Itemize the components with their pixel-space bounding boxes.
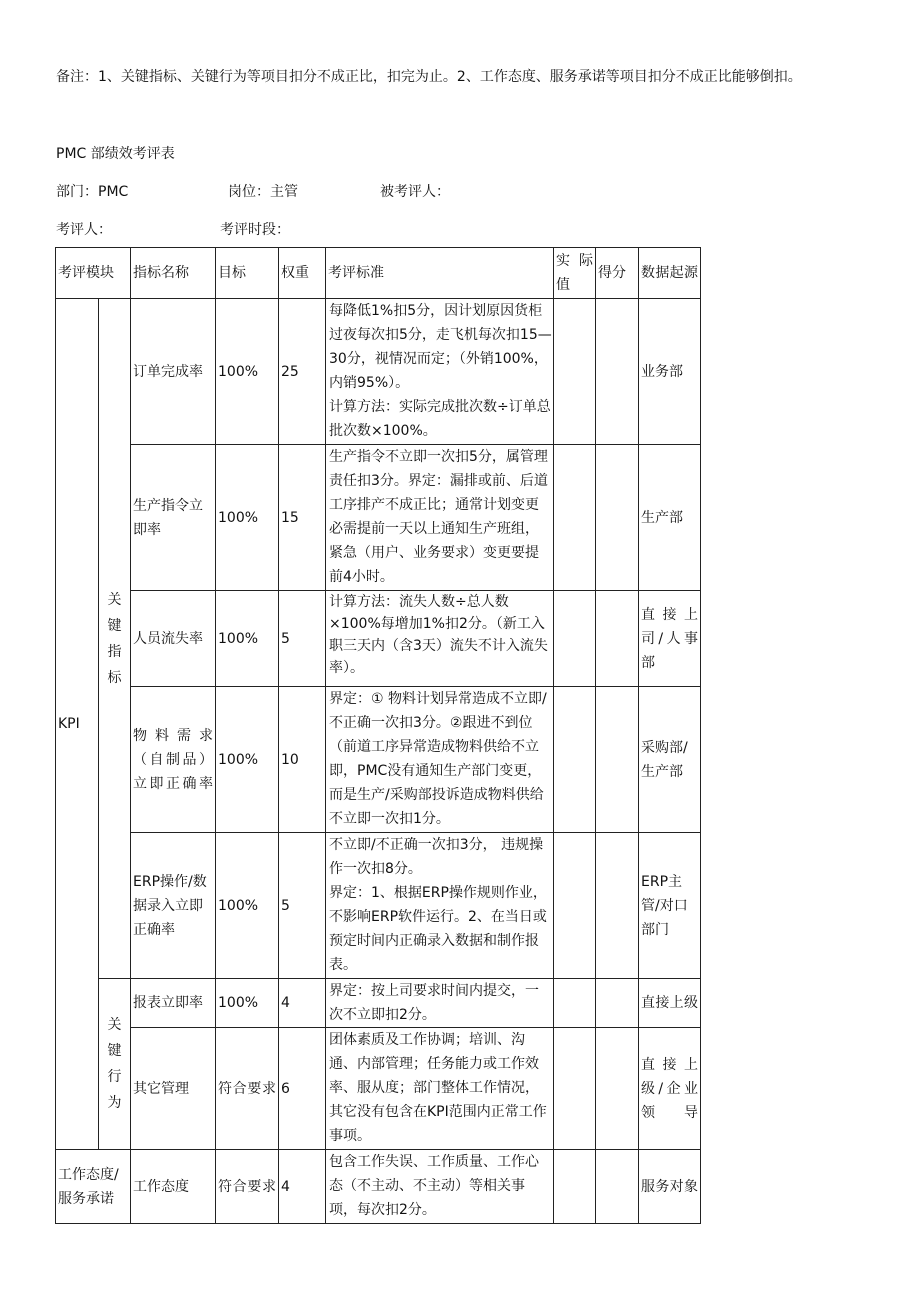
- row-standard: 界定：按上司要求时间内提交，一次不立即扣2分。: [326, 979, 554, 1028]
- row-target: 100%: [216, 591, 279, 687]
- row-weight: 15: [279, 445, 326, 591]
- row-module: 工作态度/服务承诺: [56, 1150, 131, 1224]
- dept-label: 部门：PMC: [56, 184, 129, 200]
- row-name: 生产指令立即率: [131, 445, 216, 591]
- row-name: 订单完成率: [131, 299, 216, 445]
- row-weight: 5: [279, 591, 326, 687]
- page-title: PMC 部绩效考评表: [56, 146, 175, 162]
- note-text: 备注：1、关键指标、关键行为等项目扣分不成正比，扣完为止。2、工作态度、服务承诺等项目扣分不成正比能够倒扣。: [56, 69, 802, 85]
- row-target: 符合要求: [216, 1028, 279, 1150]
- row-score: [596, 299, 639, 445]
- table-row: [56, 1028, 701, 1150]
- row-target: 符合要求: [216, 1150, 279, 1224]
- row-score: [596, 833, 639, 979]
- row-source: 服务对象: [639, 1150, 701, 1224]
- row-source: 业务部: [639, 299, 701, 445]
- assessor-label: 考评人：: [56, 222, 112, 238]
- row-name: 报表立即率: [131, 979, 216, 1028]
- row-name: ERP操作/数据录入立即正确率: [131, 833, 216, 979]
- row-target: 100%: [216, 445, 279, 591]
- table-row: [56, 445, 701, 591]
- row-weight: 6: [279, 1028, 326, 1150]
- row-actual: [554, 979, 596, 1028]
- row-score: [596, 591, 639, 687]
- row-score: [596, 687, 639, 833]
- header-standard: 考评标准: [326, 248, 554, 299]
- key-behavior-label: 关键行为: [107, 1017, 122, 1111]
- row-standard: 团体素质及工作协调；培训、沟通、内部管理；任务能力或工作效率、服从度；部门整体工作情况，其它没有包含在KPI范围内正常工作事项。: [326, 1028, 554, 1150]
- header-source: 数据起源: [639, 248, 701, 299]
- row-name: 工作态度: [131, 1150, 216, 1224]
- post-label: 岗位：主管: [228, 184, 298, 200]
- key-behavior-cell: [99, 979, 131, 1150]
- row-standard: 不立即/不正确一次扣3分， 违规操作一次扣8分。 界定：1、根据ERP操作规则作业，不影响ERP软件运行。2、在当日或预定时间内正确录入数据和制作报表。: [326, 833, 554, 979]
- row-actual: [554, 445, 596, 591]
- kpi-module-cell: KPI: [56, 299, 99, 1150]
- row-actual: [554, 591, 596, 687]
- row-target: 100%: [216, 687, 279, 833]
- header-row: [56, 248, 701, 299]
- row-actual: [554, 299, 596, 445]
- row-source: 直接上级: [639, 979, 701, 1028]
- row-weight: 4: [279, 1150, 326, 1224]
- row-weight: 25: [279, 299, 326, 445]
- row-weight: 5: [279, 833, 326, 979]
- row-target: 100%: [216, 979, 279, 1028]
- row-target: 100%: [216, 299, 279, 445]
- assessee-label: 被考评人：: [380, 184, 450, 200]
- row-source: 直接上级/企业领导: [639, 1028, 701, 1150]
- table-row: [56, 687, 701, 833]
- row-name: 人员流失率: [131, 591, 216, 687]
- row-standard: 包含工作失误、工作质量、工作心态（不主动、不主动）等相关事项，每次扣2分。: [326, 1150, 554, 1224]
- row-standard: 计算方法：流失人数÷总人数×100%每增加1%扣2分。（新工入职三天内（含3天）流失不计入流失率）。: [326, 591, 554, 687]
- header-module: 考评模块: [56, 248, 131, 299]
- header-actual: 实际值: [554, 248, 596, 299]
- table-row: [56, 591, 701, 687]
- key-indicator-cell: [99, 299, 131, 979]
- table-row: [56, 299, 701, 445]
- row-score: [596, 1150, 639, 1224]
- table-row: [56, 1150, 701, 1224]
- assessment-table: [55, 247, 701, 1224]
- row-weight: 10: [279, 687, 326, 833]
- row-actual: [554, 833, 596, 979]
- row-standard: 每降低1%扣5分，因计划原因货柜过夜每次扣5分，走飞机每次扣15—30分，视情况而定；（外销100%，内销95%）。 计算方法：实际完成批次数÷订单总批次数×100%。: [326, 299, 554, 445]
- row-source: 生产部: [639, 445, 701, 591]
- row-source: 采购部/生产部: [639, 687, 701, 833]
- header-score: 得分: [596, 248, 639, 299]
- row-actual: [554, 1150, 596, 1224]
- row-score: [596, 979, 639, 1028]
- row-standard: 界定：① 物料计划异常造成不立即/不正确一次扣3分。②跟进不到位（前道工序异常造成物料供给不立即，PMC没有通知生产部门变更，而是生产/采购部投诉造成物料供给不立即一次扣1分。: [326, 687, 554, 833]
- row-target: 100%: [216, 833, 279, 979]
- header-weight: 权重: [279, 248, 326, 299]
- key-indicator-label: 关键指标: [107, 591, 122, 686]
- period-label: 考评时段：: [220, 222, 290, 238]
- row-standard: 生产指令不立即一次扣5分，属管理责任扣3分。界定：漏排或前、后道工序排产不成正比；通常计划变更必需提前一天以上通知生产班组，紧急（用户、业务要求）变更要提前4小时。: [326, 445, 554, 591]
- table-row: [56, 833, 701, 979]
- row-score: [596, 445, 639, 591]
- row-name: 物料需求（自制品）立即正确率: [131, 687, 216, 833]
- table-row: [56, 979, 701, 1028]
- row-name: 其它管理: [131, 1028, 216, 1150]
- row-source: 直接上司/人事部: [639, 591, 701, 687]
- row-source: ERP主管/对口部门: [639, 833, 701, 979]
- row-actual: [554, 1028, 596, 1150]
- header-name: 指标名称: [131, 248, 216, 299]
- row-score: [596, 1028, 639, 1150]
- header-target: 目标: [216, 248, 279, 299]
- row-actual: [554, 687, 596, 833]
- row-weight: 4: [279, 979, 326, 1028]
